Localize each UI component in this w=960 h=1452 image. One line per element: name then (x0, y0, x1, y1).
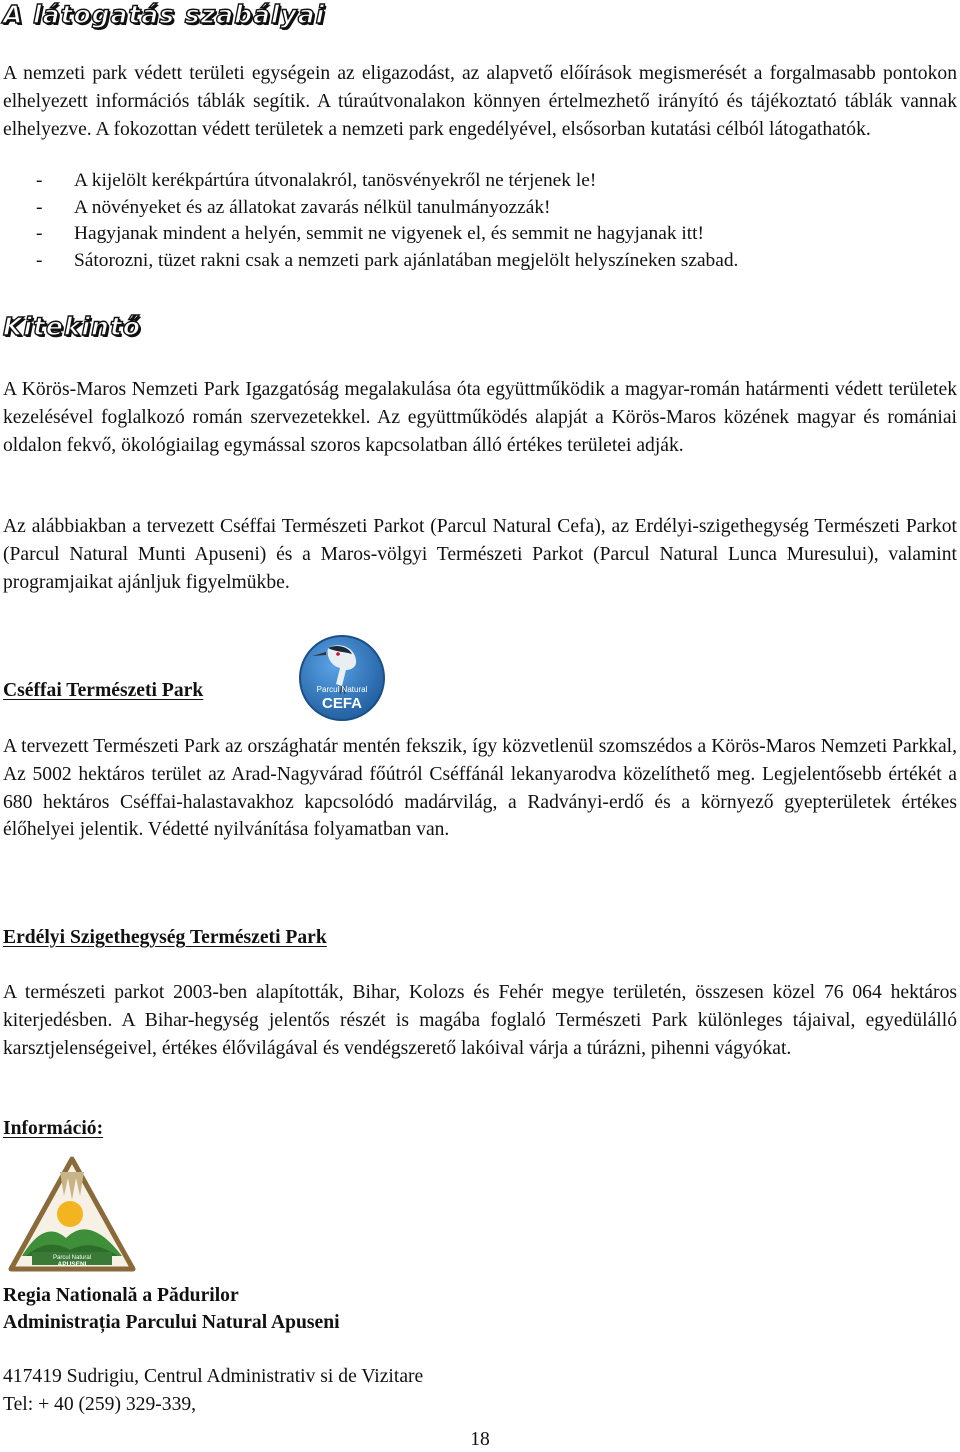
apuseni-title: Erdélyi Szigethegység Természeti Park (3, 927, 327, 948)
outlook-title: Kitekintő (3, 312, 141, 341)
list-item: - Sátorozni, tüzet rakni csak a nemzeti park ajánlatában megjelölt helyszíneken szabad. (36, 249, 739, 271)
apuseni-logo-text-main: APUSENI (57, 1261, 87, 1268)
rules-list (3, 168, 957, 274)
info-title: Információ: (3, 1118, 104, 1139)
list-item: - A növényeket és az állatokat zavarás nélkül tanulmányozzák! (36, 196, 551, 218)
cefa-logo-text-main: CEFA (321, 695, 363, 712)
rules-paragraph: A nemzeti park védett területi egységein az eligazodást, az alapvető előírások megismerését a forgalmasabb pontokon elhelyezett információs táblák segítik. A túraútvonalakon könnyen értelmezhető irányító és tájékoztató táblák vannak elhelyezve. A fokozottan védett területek a nemzeti park engedélyével, elsősorban kutatási célból látogathatók. (3, 63, 957, 140)
cseffa-title: Cséffai Természeti Park (3, 680, 204, 701)
apuseni-logo-text-top: Parcul Natural (52, 1255, 92, 1261)
cefa-heron-logo (298, 634, 386, 722)
phone-line: Tel: + 40 (259) 329-339, (3, 1394, 197, 1415)
page-number: 18 (470, 1429, 490, 1450)
outlook-paragraph-1: A Körös-Maros Nemzeti Park Igazgatóság megalakulása óta együttműködik a magyar-román határmenti védett területek kezelésével foglalkozó román szervezetekkel. Az együttműködés alapját a Körös-Maros közének magyar és romániai oldalon fekvő, ökológiailag egymással szoros kapcsolatban álló értékes területei adják. (3, 379, 957, 456)
list-item: - A kijelölt kerékpártúra útvonalakról, tanösvényekről ne térjenek le! (36, 170, 597, 191)
org-line-2: Administrația Parcului Natural Apuseni (3, 1312, 340, 1333)
rules-title: A látogatás szabályai (3, 0, 326, 29)
org-line-1: Regia Natională a Pădurilor (3, 1285, 239, 1306)
address-line: 417419 Sudrigiu, Centrul Administrativ si de Vizitare (3, 1366, 424, 1387)
apuseni-paragraph: A természeti parkot 2003-ben alapították, Bihar, Kolozs és Fehér megye területén, összesen közel 76 064 hektáros kiterjedésben. A Bihar-hegység jelentős részét is magába foglaló Természeti Park különleges tájaival, egyedülálló karsztjelenségeivel, értékes élővilágával és vendégszerető lakóival várja a túrázni, pihenni vágyókat. (3, 982, 957, 1059)
apuseni-cave-logo (8, 1156, 136, 1272)
list-item: - Hagyjanak mindent a helyén, semmit ne vigyenek el, és semmit ne hagyjanak itt! (36, 223, 705, 244)
outlook-paragraph-2: Az alábbiakban a tervezett Cséffai Természeti Parkot (Parcul Natural Cefa), az Erdélyi-szigethegység Természeti Parkot (Parcul Natural Munti Apuseni) és a Maros-völgyi Természeti Parkot (Parcul Natural Lunca Muresului), valamint programjaikat ajánljuk figyelmükbe. (3, 516, 957, 593)
cseffa-paragraph: A tervezett Természeti Park az országhatár mentén fekszik, így közvetlenül szomszédos a Körös-Maros Nemzeti Parkkal, Az 5002 hektáros terület az Arad-Nagyvárad főútról Cséffánál lekanyarodva közelíthető meg. Legjelentősebb értékét a 680 hektáros Cséffai-halastavakhoz kapcsolódó madárvilág, a Radványi-erdő és a környező gyepterületek értékes élőhelyei jelentik. Védetté nyilvánítása folyamatban van. (3, 736, 957, 841)
cefa-logo-text-top: Parcul Natural (316, 685, 368, 694)
